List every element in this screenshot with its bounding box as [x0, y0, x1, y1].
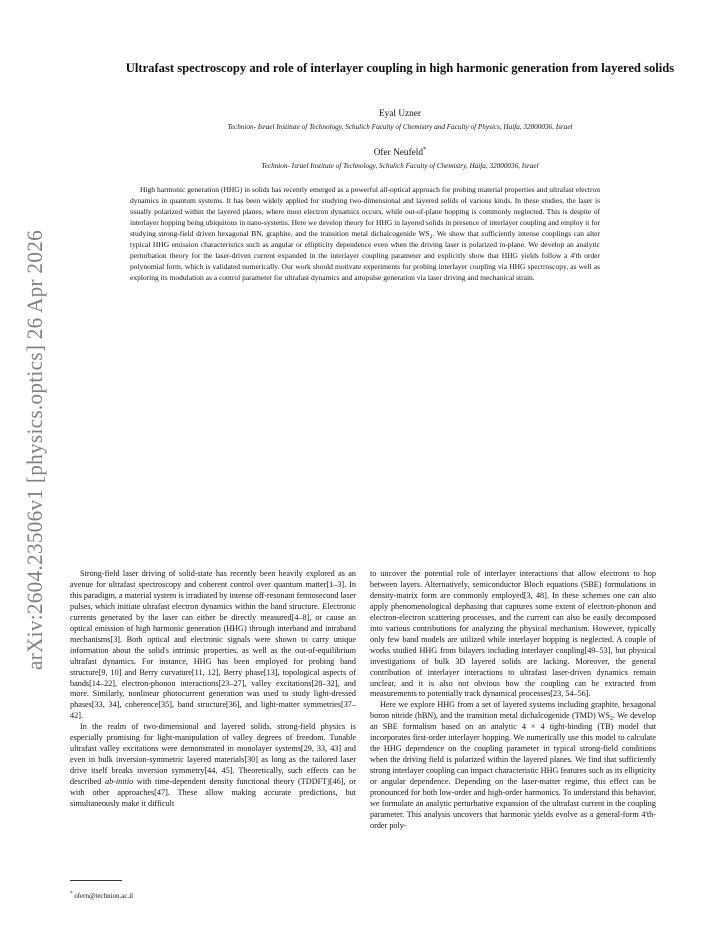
author-name-1 — [70, 109, 720, 119]
author-marker: * — [423, 145, 427, 153]
body-column-right — [370, 569, 656, 832]
footnote — [70, 892, 133, 900]
body-column-left — [70, 569, 356, 810]
abstract-subscript: 2 — [429, 233, 433, 240]
author-affiliation-2: Technion- Israel Institute of Technology, Schulich Faculty of Chemistry, Haifa, 32000036, Israel — [261, 162, 539, 170]
arxiv-stamp-svg — [12, 213, 52, 670]
author-name-1-text: Eyal Uzner — [378, 109, 422, 119]
arxiv-identifier-stamp — [12, 213, 52, 670]
paper-title: Ultrafast spectroscopy and role of interlayer coupling in high harmonic generation from layered solids — [125, 61, 675, 75]
body-paragraph — [370, 700, 656, 831]
body-text: Here we explore HHG from a set of layered systems including graphite, hexagonal boron nitride (hBN), and the transition metal dichalcogenide (TMD) WS — [370, 700, 656, 721]
footnote-email-link[interactable]: ofern@technion.ac.il — [74, 892, 134, 900]
body-paragraph: Strong-field laser driving of solid-state has recently been heavily explored as an avenue for ultrafast spectroscopy and coherent control over quantum matter[1–3]. In this paradigm, a material system is irradiated by intense off-resonant femtosecond laser pulses, which initiate ultrafast electron dynamics within the band structure. Electronic currents generated by the laser can either be directly measured[4–8], or cause an optical emission of high harmonic generation (HHG) through interband and intraband mechanisms[3]. Both optical and electronic signals were shown to carry unique information about the solid's intrinsic properties, as well as the out-of-equilibrium ultrafast dynamics. For instance, HHG has been employed for probing band structure[9, 10] and Berry curvature[11, 12], Berry phase[13], topological aspects of bands[14–22], electron-phonon interactions[23–27], valley excitations[28–32], and more. Similarly, nonlinear photocurrent generation was used to study light-dressed phases[33, 34], coherence[35], band structure[36], and light-matter symmetries[37–42]. — [70, 569, 356, 721]
author-name-2 — [70, 145, 720, 158]
body-subscript: 2 — [610, 716, 613, 723]
body-text: In the realm of two-dimensional and layered solids, strong-field physics is especially promising for light-manipulation of valley degrees of freedom. Tunable ultrafast valley excitations were demonstrated in monolayer systems[29, 33, 43] and even in bulk inversion-symmetric layered materials[30] as long as the tailored laser drive itself breaks inversion symmetry[44, 45]. Theoretically, such effects can be described — [70, 722, 356, 787]
abstract-text-pre: High harmonic generation (HHG) in solids has recently emerged as a powerful all-optical approach for probing material properties and ultrafast electron dynamics in quantum systems. It has been widely applied for studying two-dimensional and layered solids of various kinds. In these studies, the laser is usually polarized within the layered planes, where most electron dynamics occurs, while out-of-plane hopping is commonly neglected. This is despite of interlayer hopping being ubiquitous in nano-systems. Here we develop theory for HHG in layered solids in presence of interlayer coupling and employ it for studying strong-field driven hexagonal BN, graphite, and the transition metal dichalcogenide WS — [130, 185, 600, 238]
body-text: with time-dependent density functional theory (TDDFT)[46], or with other approaches[47]. These allow making accurate predictions, but simultaneously make it difficult — [70, 777, 356, 809]
arxiv-id-text: arXiv:2604.23506v1 [physics.optics] 26 Apr 2026 — [22, 213, 47, 670]
footnote-divider — [70, 880, 122, 881]
author-affiliation-1: Technion- Israel Institute of Technology, Schulich Faculty of Chemistry and Faculty of Physics, Haifa, 32000036, Israel — [227, 123, 573, 131]
abstract-text-post: . We show that sufficiently intense couplings can alter typical HHG emission characteristics such as angular or ellipticity dependence even when the driving laser is polarized in-plane. We develop an analytic perturbation theory for the laser-driven current expanded in the interlayer coupling parameter and explicitly show that HHG yields follow a 4'th order polynomial form, which is validated numerically. Our work should motivate experiments for probing interlayer coupling via HHG spectroscopy, as well as exploring its modulation as a control parameter for ultrafast dynamics and attopulse generation via laser driving and mechanical strain. — [130, 228, 600, 282]
body-paragraph — [70, 722, 356, 810]
abstract — [130, 185, 600, 284]
body-emphasis: ab-initio — [104, 777, 134, 787]
footnote-marker: * — [70, 891, 73, 897]
body-text: . We develop an SBE formalism based on an analytic 4 × 4 tight-binding (TB) model that incorporates first-order interlayer hopping. We numerically use this model to calculate the HHG dependence on the coupling parameter in typical strong-field conditions when the driving field is polarized within the layered planes. We find that sufficiently strong interlayer coupling can impact characteristic HHG features such as its ellipticity or angular dependence. Depending on the laser-matter regime, this effect can be pronounced for both low-order and high-order harmonics. To understand this behavior, we formulate an analytic perturbative expansion of the ultrafast current in the coupling parameter. This analysis uncovers that harmonic yields evolve as a general-form 4'th-order poly- — [370, 711, 656, 830]
author-name-2-text: Ofer Neufeld — [373, 148, 424, 158]
body-paragraph: to uncover the potential role of interlayer interactions that allow electrons to hop between layers. Alternatively, semiconductor Bloch equations (SBE) formulations in density-matrix form are commonly employed[3, 48]. In these schemes one can also apply phenomenological dephasing that captures some extent of electron-phonon and electron-electron scattering processes, and the current can also be easily decomposed into various contributions for analyzing the physical mechanism. However, typically only few band models are utilized while interlayer hopping is neglected. A couple of works studied HHG from bilayers including interlayer coupling[49–53], but physical investigations of bulk 3D layered solids are lacking. Moreover, the general contribution of interlayer interactions to ultrafast laser-driven dynamics remain unclear, and it is also not obvious how the coupling can be extracted from measurements to potentially track dynamical processes[23, 54–56]. — [370, 569, 656, 699]
